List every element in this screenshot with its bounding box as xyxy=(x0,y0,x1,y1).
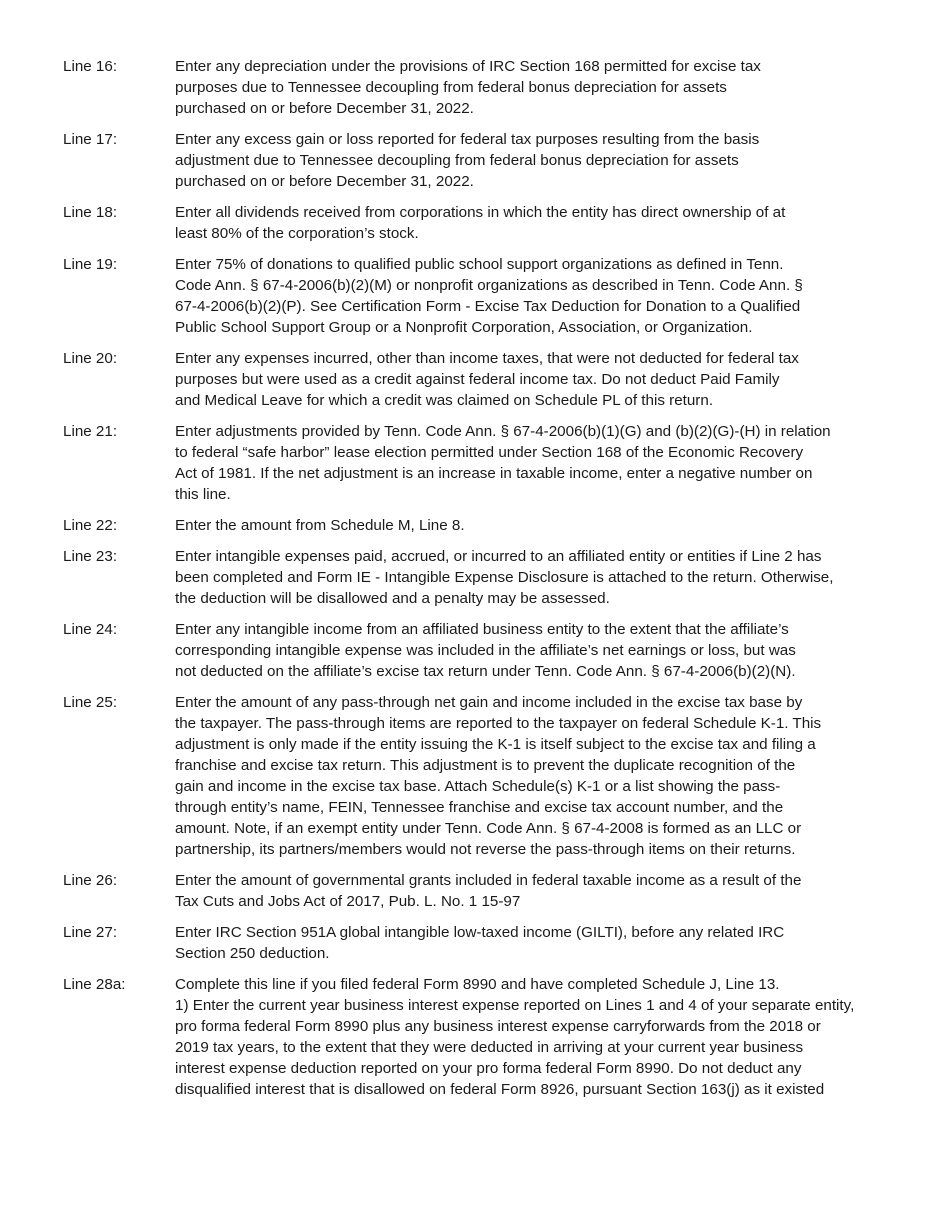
line-instructions xyxy=(175,922,890,964)
text-line: Act of 1981. If the net adjustment is an increase in taxable income, enter a negative number on xyxy=(175,465,813,482)
text-line: gain and income in the excise tax base. Attach Schedule(s) K-1 or a list showing the pass- xyxy=(175,778,781,795)
text-line: the deduction will be disallowed and a penalty may be assessed. xyxy=(175,590,610,607)
text-line: corresponding intangible expense was included in the affiliate’s net earnings or loss, but was xyxy=(175,642,796,659)
line-label: Line 23: xyxy=(63,548,118,565)
text-line: Enter all dividends received from corporations in which the entity has direct ownership of at xyxy=(175,204,786,221)
line-label: Line 17: xyxy=(63,131,118,148)
line-label: Line 26: xyxy=(63,872,118,889)
line-26-entry xyxy=(0,870,950,912)
line-16-entry xyxy=(0,56,950,119)
line-instructions xyxy=(175,546,890,609)
line-label: Line 19: xyxy=(63,256,118,273)
line-label: Line 18: xyxy=(63,204,118,221)
text-line: Enter intangible expenses paid, accrued, or incurred to an affiliated entity or entities if Line 2 has xyxy=(175,548,822,565)
text-line: Enter 75% of donations to qualified public school support organizations as defined in Tenn. xyxy=(175,256,784,273)
text-line: not deducted on the affiliate’s excise tax return under Tenn. Code Ann. § 67-4-2006(b)(2)(N). xyxy=(175,663,796,680)
text-line: to federal “safe harbor” lease election permitted under Section 168 of the Economic Recovery xyxy=(175,444,804,461)
text-line: partnership, its partners/members would not reverse the pass-through items on their returns. xyxy=(175,841,796,858)
text-line: been completed and Form IE - Intangible Expense Disclosure is attached to the return. Otherwise, xyxy=(175,569,834,586)
line-instructions xyxy=(175,692,890,860)
line-20-entry xyxy=(0,348,950,411)
line-instructions xyxy=(175,254,890,338)
line-instructions xyxy=(175,421,890,505)
text-line: amount. Note, if an exempt entity under Tenn. Code Ann. § 67-4-2008 is formed as an LLC or xyxy=(175,820,802,837)
line-17-entry xyxy=(0,129,950,192)
line-instructions xyxy=(175,870,890,912)
line-label: Line 24: xyxy=(63,621,118,638)
text-line: pro forma federal Form 8990 plus any business interest expense carryforwards from the 2018 or xyxy=(175,1018,821,1035)
text-line: 2019 tax years, to the extent that they were deducted in arriving at your current year business xyxy=(175,1039,804,1056)
text-line: Enter adjustments provided by Tenn. Code Ann. § 67-4-2006(b)(1)(G) and (b)(2)(G)-(H) in relation xyxy=(175,423,831,440)
text-line: adjustment is only made if the entity issuing the K-1 is itself subject to the excise tax and filing a xyxy=(175,736,816,753)
text-line: Enter IRC Section 951A global intangible low-taxed income (GILTI), before any related IRC xyxy=(175,924,785,941)
text-line: 67-4-2006(b)(2)(P). See Certification Form - Excise Tax Deduction for Donation to a Qualified xyxy=(175,298,801,315)
line-label: Line 16: xyxy=(63,58,118,75)
line-instructions xyxy=(175,515,890,536)
text-line: interest expense deduction reported on your pro forma federal Form 8990. Do not deduct any xyxy=(175,1060,802,1077)
text-line: Public School Support Group or a Nonprofit Corporation, Association, or Organization. xyxy=(175,319,753,336)
line-18-entry xyxy=(0,202,950,244)
text-line: 1) Enter the current year business interest expense reported on Lines 1 and 4 of your separate entity, xyxy=(175,997,855,1014)
text-line: Enter any intangible income from an affiliated business entity to the extent that the affiliate’s xyxy=(175,621,789,638)
instructions-document xyxy=(0,56,950,1110)
line-23-entry xyxy=(0,546,950,609)
line-22-entry xyxy=(0,515,950,536)
text-line: Enter any expenses incurred, other than income taxes, that were not deducted for federal tax xyxy=(175,350,799,367)
line-24-entry xyxy=(0,619,950,682)
line-instructions xyxy=(175,56,890,119)
line-25-entry xyxy=(0,692,950,860)
text-line: Complete this line if you filed federal Form 8990 and have completed Schedule J, Line 13. xyxy=(175,976,780,993)
line-instructions xyxy=(175,129,890,192)
text-line: Enter the amount of governmental grants included in federal taxable income as a result of the xyxy=(175,872,802,889)
line-label: Line 22: xyxy=(63,517,118,534)
text-line: Code Ann. § 67-4-2006(b)(2)(M) or nonprofit organizations as described in Tenn. Code Ann. § xyxy=(175,277,803,294)
text-line: adjustment due to Tennessee decoupling from federal bonus depreciation for assets xyxy=(175,152,739,169)
text-line: Tax Cuts and Jobs Act of 2017, Pub. L. No. 1 15-97 xyxy=(175,893,521,910)
text-line: purposes due to Tennessee decoupling from federal bonus depreciation for assets xyxy=(175,79,727,96)
line-label: Line 27: xyxy=(63,924,118,941)
text-line: and Medical Leave for which a credit was claimed on Schedule PL of this return. xyxy=(175,392,714,409)
text-line: Enter any depreciation under the provisions of IRC Section 168 permitted for excise tax xyxy=(175,58,761,75)
line-label: Line 20: xyxy=(63,350,118,367)
line-label: Line 28a: xyxy=(63,976,126,993)
text-line: the taxpayer. The pass-through items are reported to the taxpayer on federal Schedule K-1. This xyxy=(175,715,822,732)
line-19-entry xyxy=(0,254,950,338)
line-label: Line 25: xyxy=(63,694,118,711)
line-instructions xyxy=(175,202,890,244)
line-27-entry xyxy=(0,922,950,964)
line-21-entry xyxy=(0,421,950,505)
text-line: Enter the amount from Schedule M, Line 8. xyxy=(175,517,465,534)
line-label: Line 21: xyxy=(63,423,118,440)
text-line: franchise and excise tax return. This adjustment is to prevent the duplicate recognition of the xyxy=(175,757,796,774)
text-line: Enter any excess gain or loss reported for federal tax purposes resulting from the basis xyxy=(175,131,760,148)
text-line: this line. xyxy=(175,486,231,503)
text-line: Enter the amount of any pass-through net gain and income included in the excise tax base by xyxy=(175,694,803,711)
line-instructions xyxy=(175,974,890,1100)
line-instructions xyxy=(175,348,890,411)
text-line: disqualified interest that is disallowed on federal Form 8926, pursuant Section 163(j) as it existed xyxy=(175,1081,825,1098)
text-line: least 80% of the corporation’s stock. xyxy=(175,225,419,242)
text-line: Section 250 deduction. xyxy=(175,945,330,962)
text-line: purchased on or before December 31, 2022. xyxy=(175,100,474,117)
text-line: purchased on or before December 31, 2022. xyxy=(175,173,474,190)
line-28a-entry xyxy=(0,974,950,1100)
text-line: through entity’s name, FEIN, Tennessee franchise and excise tax account number, and the xyxy=(175,799,784,816)
line-instructions xyxy=(175,619,890,682)
text-line: purposes but were used as a credit against federal income tax. Do not deduct Paid Family xyxy=(175,371,780,388)
